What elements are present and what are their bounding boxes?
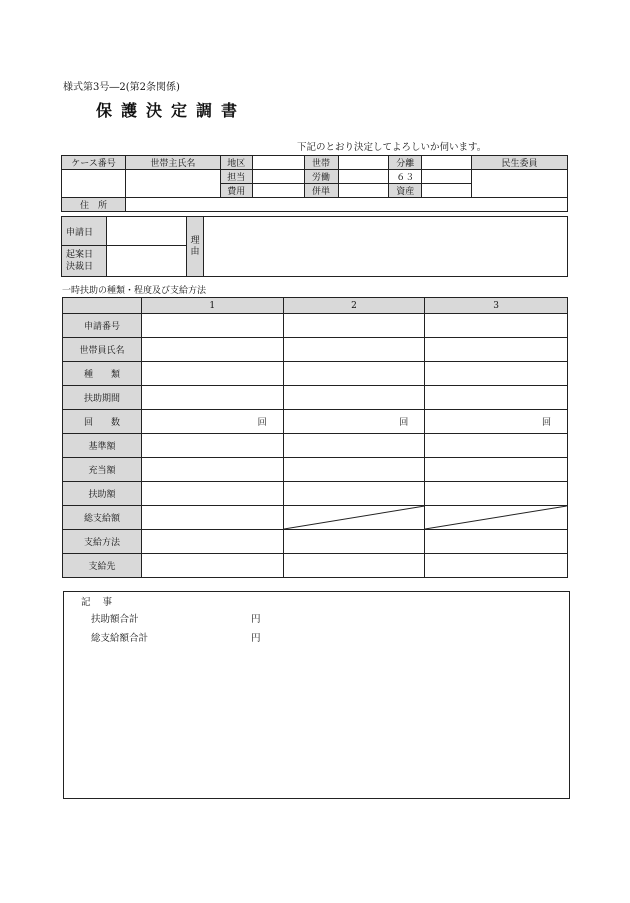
cell[interactable] (425, 482, 568, 506)
times-cell-2[interactable] (283, 410, 425, 434)
area-value[interactable] (252, 156, 304, 170)
cell[interactable] (425, 458, 568, 482)
reason-label: 理由 (187, 217, 204, 277)
cell[interactable] (425, 338, 568, 362)
classification-label: 分離 (389, 156, 422, 170)
row-label-destination: 支給先 (63, 554, 142, 578)
area-label: 地区 (220, 156, 252, 170)
cell[interactable] (141, 314, 283, 338)
code-63-value[interactable] (422, 170, 472, 184)
aid-col-1: 1 (141, 298, 283, 314)
row-label-total: 総支給額 (63, 506, 142, 530)
cost-label: 費用 (220, 184, 252, 198)
welfare-commissioner-value[interactable] (472, 170, 568, 198)
address-value[interactable] (125, 198, 567, 212)
cell[interactable] (425, 362, 568, 386)
code-63: ６３ (389, 170, 422, 184)
cell[interactable] (283, 362, 425, 386)
aid-header-blank (63, 298, 142, 314)
assets-value[interactable] (422, 184, 472, 198)
row-label-aid-amount: 扶助額 (63, 482, 142, 506)
row-label-allocated: 充当額 (63, 458, 142, 482)
draft-decision-date-label (62, 246, 107, 277)
draft-date-label: 起案日 (66, 250, 94, 260)
row-label-method: 支給方法 (63, 530, 142, 554)
household-label: 世帯 (304, 156, 338, 170)
aid-total-label: 扶助額合計 (91, 614, 139, 625)
application-date-value[interactable] (107, 217, 187, 246)
staff-value[interactable] (252, 170, 304, 184)
times-unit: 回 (399, 418, 409, 428)
staff-label: 担当 (220, 170, 252, 184)
case-no-value[interactable] (62, 170, 126, 198)
approval-text: 下記のとおり決定してよろしいか伺います。 (297, 142, 487, 153)
cell[interactable] (425, 554, 568, 578)
cell[interactable] (425, 314, 568, 338)
labor-value[interactable] (338, 170, 389, 184)
grand-total-label: 総支給額合計 (91, 633, 149, 644)
address-label: 住 所 (62, 198, 126, 212)
householder-label: 世帯主氏名 (125, 156, 220, 170)
form-number: 様式第3号―2(第2条関係) (63, 82, 180, 93)
case-info-table (61, 155, 568, 212)
labor-label: 労働 (304, 170, 338, 184)
cell[interactable] (283, 338, 425, 362)
aid-total-yen: 円 (251, 614, 261, 625)
memo-box[interactable] (63, 591, 570, 799)
aid-col-3: 3 (425, 298, 568, 314)
times-cell-3[interactable] (425, 410, 568, 434)
diagonal-slash (284, 506, 425, 529)
case-no-label: ケース番号 (62, 156, 126, 170)
cell[interactable] (283, 314, 425, 338)
cell[interactable] (283, 554, 425, 578)
combined-label: 併単 (304, 184, 338, 198)
cell[interactable] (283, 434, 425, 458)
welfare-commissioner-label: 民生委員 (472, 156, 568, 170)
classification-value[interactable] (422, 156, 472, 170)
times-unit: 回 (541, 418, 551, 428)
application-date-label: 申請日 (62, 217, 107, 246)
row-label-standard: 基準額 (63, 434, 142, 458)
grand-total-yen: 円 (251, 633, 261, 644)
memo-label: 記事 (81, 597, 125, 608)
householder-value[interactable] (125, 170, 220, 198)
assets-label: 資産 (389, 184, 422, 198)
row-label-application-no: 申請番号 (63, 314, 142, 338)
section-label: 一時扶助の種類・程度及び支給方法 (62, 286, 207, 296)
cell[interactable] (141, 386, 283, 410)
draft-decision-date-value[interactable] (107, 246, 187, 277)
combined-value[interactable] (338, 184, 389, 198)
total-cell-2-slashed (283, 506, 425, 530)
cell[interactable] (141, 530, 283, 554)
row-label-member-name: 世帯員氏名 (63, 338, 142, 362)
cell[interactable] (283, 458, 425, 482)
cell[interactable] (425, 434, 568, 458)
cell[interactable] (141, 458, 283, 482)
cell[interactable] (141, 482, 283, 506)
cell[interactable] (283, 482, 425, 506)
row-label-period: 扶助期間 (63, 386, 142, 410)
household-value[interactable] (338, 156, 389, 170)
dates-reason-table (61, 216, 568, 277)
diagonal-slash (425, 506, 567, 529)
cell[interactable] (425, 386, 568, 410)
cell[interactable] (141, 362, 283, 386)
aid-col-2: 2 (283, 298, 425, 314)
cell[interactable] (425, 530, 568, 554)
cell[interactable] (283, 530, 425, 554)
times-cell-1[interactable] (141, 410, 283, 434)
total-cell-3-slashed (425, 506, 568, 530)
row-label-type: 種 類 (63, 362, 142, 386)
row-label-times: 回 数 (63, 410, 142, 434)
document-title: 保護決定調書 (96, 101, 247, 120)
cost-value[interactable] (252, 184, 304, 198)
reason-value[interactable] (204, 217, 568, 277)
times-unit: 回 (257, 418, 267, 428)
cell[interactable] (141, 338, 283, 362)
cell[interactable] (283, 386, 425, 410)
total-cell-1[interactable] (141, 506, 283, 530)
decision-date-label: 決裁日 (66, 262, 94, 272)
aid-table (62, 297, 568, 578)
cell[interactable] (141, 434, 283, 458)
cell[interactable] (141, 554, 283, 578)
